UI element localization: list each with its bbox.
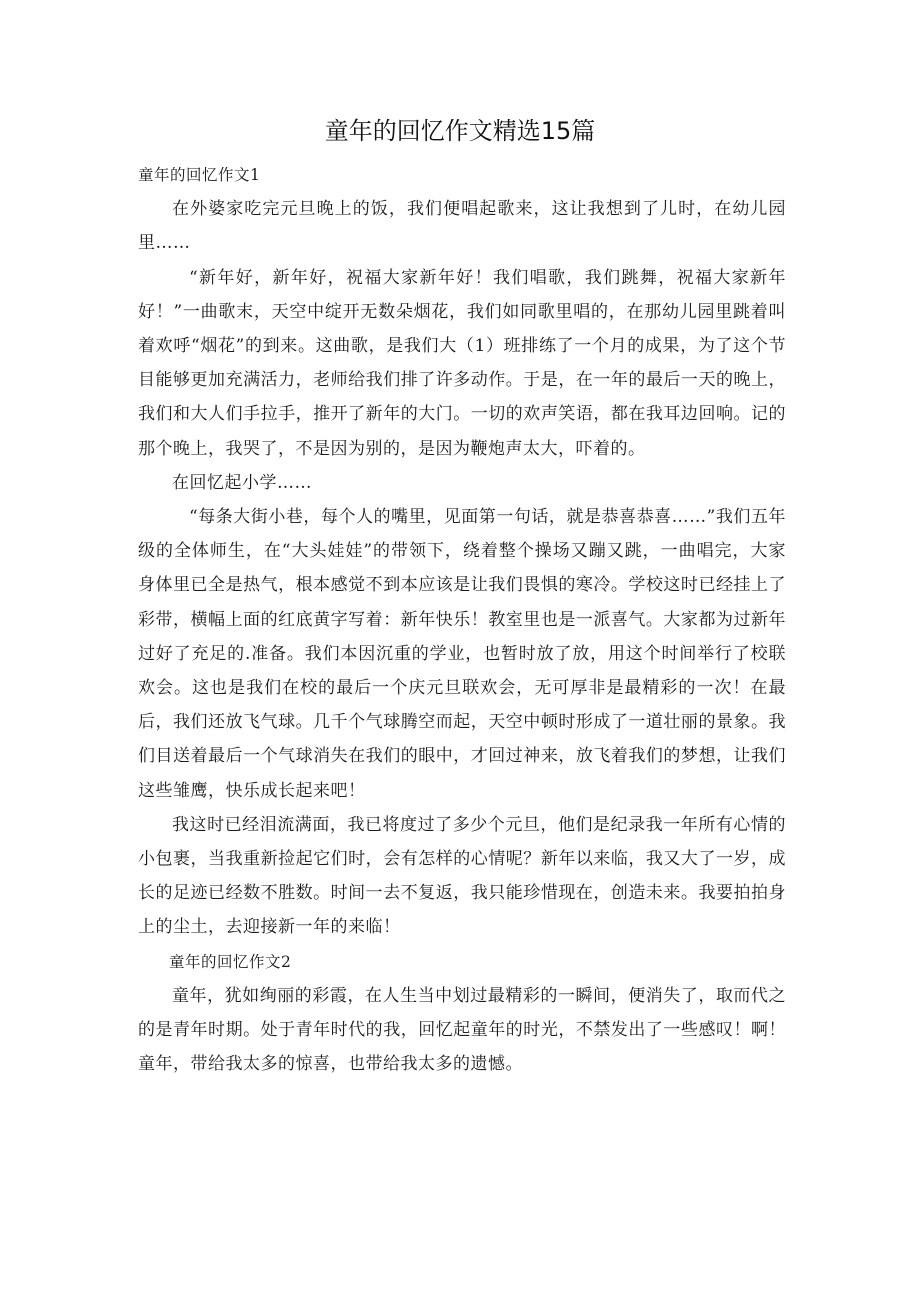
paragraph: “新年好，新年好，祝福大家新年好！我们唱歌，我们跳舞，祝福大家新年好！”一曲歌末，天空中绽开无数朵烟花，我们如同歌里唱的，在那幼儿园里跳着叫着欢呼“烟花”的到来。这曲歌，是我们大（1）班排练了一个月的成果，为了这个节目能够更加充满活力，老师给我们排了许多动作。于是，在一年的最后一天的晚上，我们和大人们手拉手，推开了新年的大门。一切的欢声笑语，都在我耳边回响。记的那个晚上，我哭了，不是因为别的，是因为鞭炮声太大，吓着的。 (138, 267, 786, 459)
paragraph: “每条大街小巷，每个人的嘴里，见面第一句话，就是恭喜恭喜……”我们五年级的全体师生，在“大头娃娃”的带领下，绕着整个操场又蹦又跳，一曲唱完，大家身体里已全是热气，根本感觉不到本应该是让我们畏惧的寒冷。学校这时已经挂上了彩带，横幅上面的红底黄字写着：新年快乐！教室里也是一派喜气。大家都为过新年过好了充足的.准备。我们本因沉重的学业，也暂时放了放，用这个时间举行了校联欢会。这也是我们在校的最后一个庆元旦联欢会，无可厚非是最精彩的一次！在最后，我们还放飞气球。几千个气球腾空而起，天空中顿时形成了一道壮丽的景象。我们目送着最后一个气球消失在我们的眼中，才回过神来，放飞着我们的梦想，让我们这些雏鹰，快乐成长起来吧！ (138, 507, 786, 801)
paragraph: 在回忆起小学…… (172, 472, 312, 493)
section-heading: 童年的回忆作文1 (138, 166, 261, 184)
paragraph: 童年，犹如绚丽的彩霞，在人生当中划过最精彩的一瞬间，便消失了，取而代之的是青年时期。处于青年时代的我，回忆起童年的时光，不禁发出了一些感叹！啊！童年，带给我太多的惊喜，也带给我太多的遗憾。 (138, 985, 786, 1075)
paragraph: 在外婆家吃完元旦晚上的饭，我们便唱起歌来，这让我想到了儿时，在幼儿园里…… (138, 199, 786, 254)
document-title: 童年的回忆作文精选15篇 (324, 117, 596, 145)
paragraph: 我这时已经泪流满面，我已将度过了多少个元旦，他们是纪录我一年所有心情的小包裹，当我重新捡起它们时，会有怎样的心情呢？新年以来临，我又大了一岁，成长的足迹已经数不胜数。时间一去不复返，我只能珍惜现在，创造未来。我要拍拍身上的尘土，去迎接新一年的来临！ (138, 814, 786, 938)
document-body (138, 158, 786, 1081)
section-heading: 童年的回忆作文2 (169, 952, 292, 971)
